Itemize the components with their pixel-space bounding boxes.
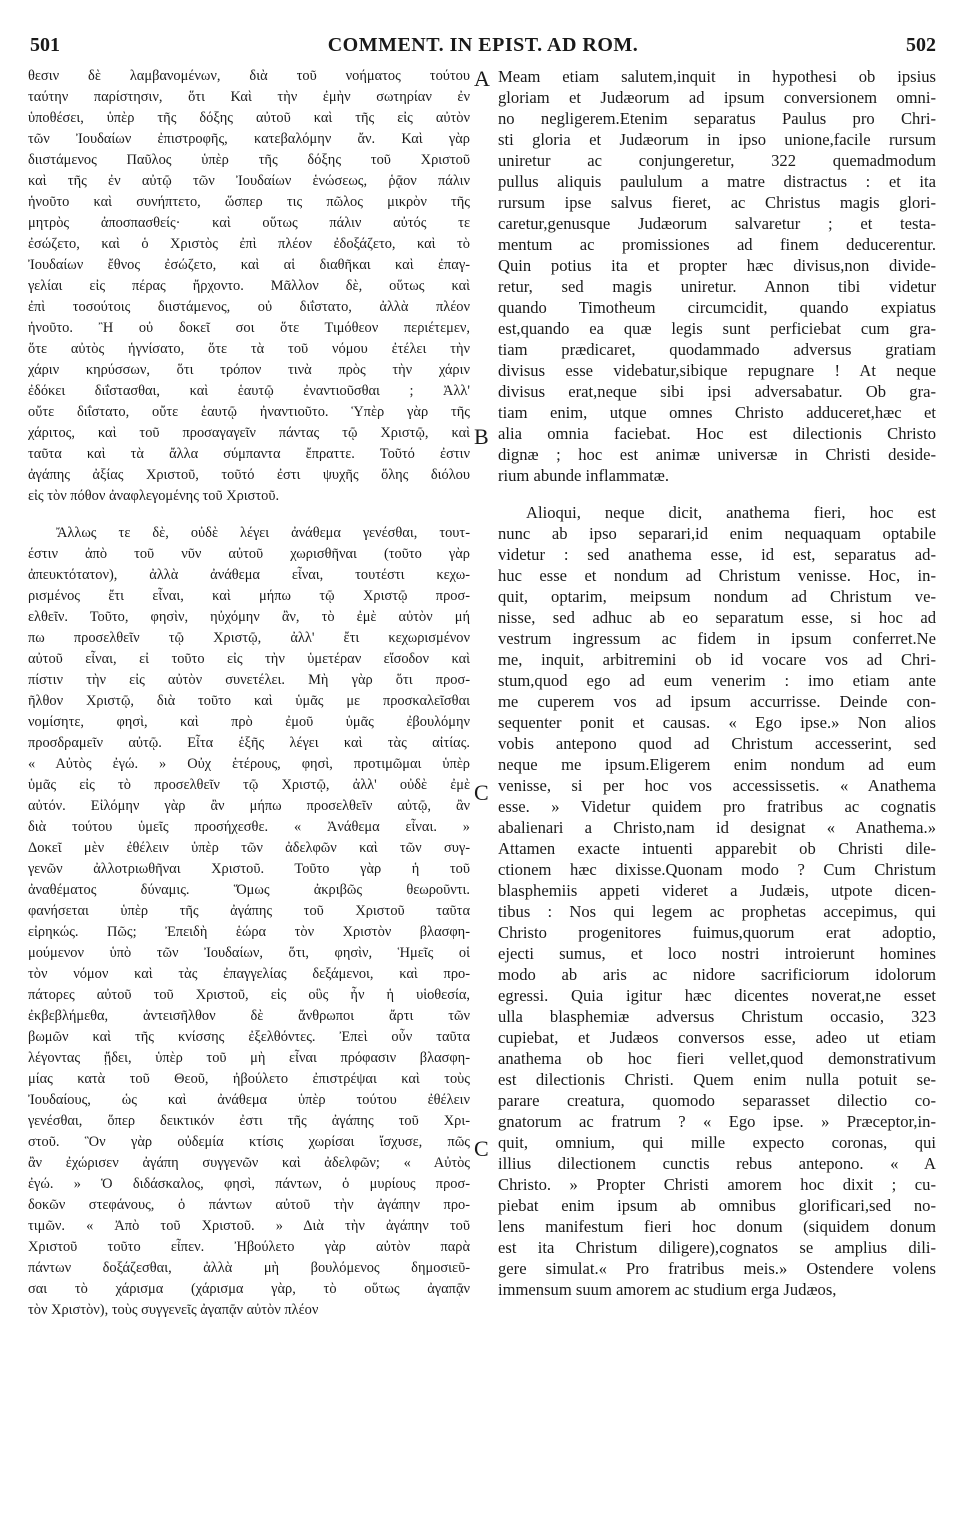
page-number-left: 501 (30, 34, 60, 56)
latin-column (498, 66, 936, 1300)
greek-text-line: δοκῶν στεφάνους, ὁ πάντων αὐτοῦ τὴν ἀγάπην προ- (28, 1197, 470, 1213)
greek-text-line: καὶ τῆς ἐν αὐτῷ τῶν Ἰουδαίων ἑνώσεως, ῥᾷον πάλιν (28, 173, 470, 189)
latin-text-line: no negligerem.Etenim separatus Paulus pro Chri- (498, 109, 936, 128)
greek-text-line: νομίσητε, φησὶ, καὶ πρὸ ἐμοῦ ὑμᾶς ἐβουλόμην (28, 714, 470, 730)
latin-text-line: me, inquit, arbitremini ob id vocare vos ad Chri- (498, 650, 936, 669)
latin-text-line: abalienari a Christo,nam id designat « Anathema.» (498, 818, 936, 837)
latin-text-line: Christo progenitores fuimus,quorum erat adoptio, (498, 923, 936, 942)
latin-text-line: Attamen exacte intuenti apparebit ob Christi dile- (498, 839, 936, 858)
latin-text-line: egressi. Quia igitur hæc dicentes noverat,ne esset (498, 986, 936, 1005)
latin-text-line: esse. » Videtur quidem pro fratribus ac cognatis (498, 797, 936, 816)
latin-text-line: est,quando ea quæ legis sunt perficiebat cum gra- (498, 319, 936, 338)
greek-text-line: ἐγώ. » Ὁ διδάσκαλος, φησὶ, πάντων, ὁ μυρίους προσ- (28, 1176, 470, 1192)
greek-text-line: ὑμᾶς εἰς τὸ προσελθεῖν τῷ Χριστῷ, ἀλλ' οὐδὲ ἐμὲ (28, 777, 470, 793)
greek-text-line: προσδραμεῖν αὐτῷ. Εἶτα ἑξῆς λέγει καὶ τὰς αἰτίας. (28, 735, 470, 751)
latin-text-line: est ita Christum diligere),cognatos se amplius dili- (498, 1238, 936, 1257)
latin-text-line: me cuperem vos ad ipsum accurrisse. Deinde con- (498, 692, 936, 711)
greek-text-line: χάριτος, καὶ τοῦ προσαγαγεῖν πάντας τῷ Χριστῷ, καὶ (28, 425, 470, 441)
latin-text-line: gere simulat.« Pro fratribus meis.» Ostendere volens (498, 1259, 936, 1278)
greek-text-line: τὸν Χριστὸν), τοὺς συγγενεῖς ἀγαπᾷν αὐτὸν πλέον (28, 1302, 319, 1318)
greek-text-line: αὐτόν. Εἰλόμην γὰρ ἂν μήπω προσελθεῖν αὐτῷ, ἂν (28, 798, 470, 814)
page-header (30, 34, 936, 60)
section-marker-c: C (474, 780, 489, 805)
latin-text-line: sequenter ponit et causas. « Ego ipse.» Non alios (498, 713, 936, 732)
running-title: COMMENT. IN EPIST. AD ROM. (327, 34, 639, 56)
latin-text-line: nunc ab ipso separari,id enim nequaquam optabile (498, 524, 936, 543)
latin-text-line: mentum ac promissiones ad finem deducerentur. (498, 235, 936, 254)
latin-text-line: Meam etiam salutem,inquit in hypothesi ob ipsius (498, 67, 936, 86)
greek-text-line: οὔτε διΐστατο, οὔτε ἑαυτῷ ἠναντιοῦτο. Ὑπὲρ γὰρ τῆς (28, 404, 470, 420)
latin-text-line: quando Timotheum circumcidit, quando expiatus (498, 298, 936, 317)
latin-text-line: retur, sed magis uniretur. Annon tibi videtur (498, 277, 936, 296)
section-marker-b: B (474, 424, 489, 449)
latin-text-line: anathema ob hoc fieri vellet,quod demonstrativum (498, 1049, 936, 1068)
latin-text-line: gnatorum ac fratrum ? « Ego ipse. » Præceptor,in- (498, 1112, 936, 1131)
greek-text-line: τιμῶν. « Ἀπὸ τοῦ Χριστοῦ. » Διὰ τὴν ἀγάπην τοῦ (28, 1218, 470, 1234)
greek-text-line: ταῦτα καὶ τὰ ἄλλα σύμπαντα ἔπραττε. Τοῦτό ἐστιν (28, 446, 470, 462)
greek-column (28, 66, 470, 1321)
greek-text-line: διὰ τούτου ὑμεῖς προσήχεσθε. « Ἀνάθεμα εἶναι. » (28, 819, 470, 835)
latin-text-line: ejecti sumus, et loco nostri introierunt homines (498, 944, 936, 963)
latin-text-line: immensum suum amorem ac studium erga Judæos, (498, 1280, 837, 1299)
greek-text-line: πω προσελθεῖν τῷ Χριστῷ, ἀλλ' ἔτι κεχωρισμένον (28, 630, 470, 646)
latin-text-line: lens manifestum fieri hoc donum (siquidem donum (498, 1217, 936, 1236)
greek-text-line: εἰς τὸν πόθον ἀναφλεγομένης τοῦ Χριστοῦ. (28, 488, 280, 504)
latin-text-line: huc esse et nondum ad Christum venisse. Hoc, in- (498, 566, 936, 585)
latin-text-line: sti gloria et Judæorum in ipso unione,facile rursum (498, 130, 936, 149)
greek-text-line: πίστιν τὴν εἰς αὐτὸν συνετέλει. Μὴ γὰρ ὅτι προσ- (28, 672, 470, 688)
latin-text-line: ulla blasphemiæ adversus Christum occasio, 323 (498, 1007, 936, 1026)
greek-text-line: στοῦ. Ὃν γὰρ οὐδεμία κτίσις χωρίσαι ἴσχυσε, πῶς (28, 1134, 470, 1150)
latin-text-line: tiam enim, utque omnes Christo adduceret,hæc et (498, 403, 936, 422)
greek-text-line: βωμῶν καὶ τῆς κνίσσης ἐξελθόντες. Ἐπεὶ οὖν ταῦτα (28, 1029, 470, 1045)
greek-text-line: έστιν ἀπὸ τοῦ νῦν αὐτοῦ χωρισθῆναι (τοῦτο γὰρ (28, 546, 470, 562)
greek-text-line: Ἰουδαίων ἔθνος ἐσώζετο, καὶ αἱ διαθῆκαι καὶ ἐπαγ- (28, 257, 470, 273)
greek-text-line: τῶν Ἰουδαίων ἐπιστροφῆς, κατεβαλόμην ἄν. Καὶ γὰρ (28, 131, 470, 147)
greek-text-line: « Αὐτὸς ἐγώ. » Οὐχ ἑτέρους, φησὶ, προτιμῶμαι ὑπὲρ (28, 756, 470, 772)
greek-text-line: φανήσεται ὑπὲρ τῆς ἀγάπης τοῦ Χριστοῦ ταῦτα (28, 903, 470, 919)
greek-text-line: μητρὸς ἀποσπασθείς· καὶ οὕτως πάλιν αὐτός τε (28, 215, 470, 231)
latin-text-line: stum,quod ego ad eum venerim : imo etiam ante (498, 671, 936, 690)
greek-text-line: Χριστοῦ τοῦτο εἶπεν. Ἠβούλετο γὰρ αὐτὸν παρὰ (28, 1239, 470, 1255)
latin-text-line: rursum ipse salvus fieret, ac Christus magis glori- (498, 193, 936, 212)
greek-text-line: ἀπευκτότατον), ἀλλὰ ἀνάθεμα εἶναι, τουτέστι κεχω- (28, 567, 470, 583)
latin-text-line: tiam prædicaret, quodammado adversus gratiam (498, 340, 936, 359)
greek-text-line: ρισμένος ἔτι εἶναι, καὶ μήπω τῷ Χριστῷ προσ- (28, 588, 470, 604)
latin-text-line: ctionem hæc dixisse.Quonam modo ? Cum Christum (498, 860, 936, 879)
latin-text-line: piebat enim ipsum ab omnibus glorificari,sed no- (498, 1196, 936, 1215)
latin-text-line: alia omnia faciebat. Hoc est dilectionis Christo (498, 424, 936, 443)
greek-text-line: γελίαι εἰς πέρας ἤρχοντο. Μᾶλλον δὲ, οὕτως καὶ (28, 278, 470, 294)
greek-text-line: λέγοντας ᾔδει, ὑπὲρ τοῦ μὴ εἶναι πρόφασιν βλασφη- (28, 1050, 470, 1066)
greek-text-line: ἀναθέματος δύναμις. Ὅμως ἀκριβῶς θεωροῦντι. (28, 882, 470, 898)
greek-text-line: γενέσθαι, ὅπερ δεικτικόν ἐστι τῆς ἀγάπης τοῦ Χρι- (28, 1113, 470, 1129)
greek-text-line: θεσιν δὲ λαμβανομένων, διὰ τοῦ νοήματος τούτου (28, 68, 470, 84)
section-marker-c-second: C (474, 1136, 489, 1161)
latin-text-line: vestrum ingressum ac fidem in ipsum conferret.Ne (498, 629, 936, 648)
latin-text-line: gloriam et Judæorum ad ipsum conversionem omni- (498, 88, 936, 107)
latin-text-line: quit, omnium, qui mille expecto coronas, qui (498, 1133, 936, 1152)
greek-text-line: μούμενον ὑπὸ τῶν Ἰουδαίων, ὅτι, φησὶν, Ἡμεῖς οἱ (28, 945, 470, 961)
latin-text-paragraph-gap (498, 486, 936, 502)
greek-text-line: πάντων δοξάζεσθαι, ἀλλὰ μὴ βουλόμενος δημοσιεῦ- (28, 1260, 470, 1276)
greek-text-line: Ἄλλως τε δὲ, οὐδὲ λέγει ἀνάθεμα γενέσθαι, τουτ- (56, 525, 470, 541)
greek-text-line: χάριν κηρύσσων, ὅτι τρόπον τινὰ πρὸς τὴν χάριν (28, 362, 470, 378)
greek-text-line: ἐσώζετο, καὶ ὁ Χριστὸς ἐπὶ πλέον ἐδοξάζετο, καὶ τὸ (28, 236, 470, 252)
greek-text-line: ὅτε αὐτὸς ἡγνίσατο, ὅτε τὰ τοῦ νόμου ἐτέλει τὴν (28, 341, 470, 357)
greek-text-line: Ἰουδαίους, ὡς καὶ ἀνάθεμα ὑπὲρ τούτου ἐθέλειν (28, 1092, 470, 1108)
latin-text-line: quit, optarim, meipsum nondum ad Christum ve- (498, 587, 936, 606)
greek-text-paragraph-gap (28, 507, 470, 523)
latin-text-line: divisus esse videbatur,sibique repugnare ! At neque (498, 361, 936, 380)
latin-text-line: caretur,genusque Judæorum salvaretur ; et testa- (498, 214, 936, 233)
page-number-right: 502 (906, 34, 936, 56)
greek-text-line: σαι τὸ χάρισμα (χάρισμα γὰρ, τὸ οὕτως ἀγαπᾷν (28, 1281, 470, 1297)
latin-text-line: tibus : Nos qui legem ac prophetas accepimus, qui (498, 902, 936, 921)
greek-text-line: αὐτοῦ εἶναι, εἰ τοῦτο εἰς τὴν ὑμετέραν εἴσοδον καὶ (28, 651, 470, 667)
greek-text-line: ελθεῖν. Τοῦτο, φησὶν, ηὐχόμην ἂν, τὸ ἐμὲ αὐτὸν μή (28, 609, 470, 625)
greek-text-line: γενῶν ἀλλοτριωθῆναι Χριστοῦ. Τοῦτο γὰρ ἡ τοῦ (28, 861, 470, 877)
latin-text-line: blasphemiis appeti videret a Judæis, utpote dicen- (498, 881, 936, 900)
latin-text-line: modo ab aris ac nidore sacrificiorum idolorum (498, 965, 936, 984)
greek-text-line: ἡνοῦτο. Ἢ οὐ δοκεῖ σοι ὅτε Τιμόθεον περιέτεμεν, (28, 320, 470, 336)
greek-text-line: ἂν ἐχώρισεν ἀγάπη συγγενῶν καὶ ἀδελφῶν; « Αὐτὸς (28, 1155, 470, 1171)
greek-text-line: ἐκβεβλήμεθα, ἀντεισῆλθον δὲ ἄνθρωποι ἄρτι τῶν (28, 1008, 470, 1024)
latin-text-line: dignæ ; hoc est animæ universæ in Christi deside- (498, 445, 936, 464)
latin-text-line: pullus aliquis paululum a matre distractus : et ita (498, 172, 936, 191)
greek-text-line: μίας κατὰ τοῦ Θεοῦ, ἠβούλετο ἐπιστρέψαι καὶ τοὺς (28, 1071, 470, 1087)
greek-text-line: ταύτην παρίστησιν, ὅτι Καὶ τὴν ἐμὴν σωτηρίαν ἐν (28, 89, 470, 105)
greek-text-line: Δοκεῖ μὲν ἐθέλειν ὑπὲρ τῶν ἀδελφῶν καὶ τῶν συγ- (28, 840, 470, 856)
latin-text-line: venisse, si per hoc vos accessissetis. « Anathema (498, 776, 936, 795)
greek-text-line: ἐπὶ τοσούτοις διιστάμενος, οὐ διΐστατο, ἀλλὰ πλέον (28, 299, 470, 315)
section-marker-a: A (474, 66, 490, 91)
greek-text-line: ὑποθέσει, ὑπὲρ τῆς δόξης αὐτοῦ καὶ τῆς εἰς αὐτὸν (28, 110, 470, 126)
latin-text-line: videtur : sed anathema esse, id est, separatus ad- (498, 545, 936, 564)
latin-text-line: parare creatura, quomodo separasset dilectio co- (498, 1091, 936, 1110)
latin-text-line: Christo. » Propter Christi amorem hoc dixit ; cu- (498, 1175, 936, 1194)
latin-text-line: nisse, sed adhuc ab eo separatum esse, si hoc ad (498, 608, 936, 627)
greek-text-line: πάτορες αὐτοῦ τοῦ Χριστοῦ, εἰς οὓς ἦν ἡ υἱοθεσία, (28, 987, 470, 1003)
greek-text-line: ἀγάπης ἀξίας Χριστοῦ, τοῦτό ἐστι ψυχῆς ὅλης διόλου (28, 467, 470, 483)
latin-text-line: neque me ipsum.Eligerem enim nondum ad eum (498, 755, 936, 774)
latin-text-line: divisus erat,neque sibi ipsi adversabatur. Ob gra- (498, 382, 936, 401)
greek-text-line: τὸν νόμον καὶ τὰς ἐπαγγελίας δεξάμενοι, καὶ προ- (28, 966, 470, 982)
greek-text-line: εἰρηκώς. Πῶς; Ἐπειδὴ ἑώρα τὸν Χριστὸν βλασφη- (28, 924, 470, 940)
latin-text-line: Alioqui, neque dicit, anathema fieri, hoc est (526, 503, 936, 522)
latin-text-line: rium abunde inflammatæ. (498, 466, 669, 485)
latin-text-line: Quin potius ita et propter hæc divisus,non divide- (498, 256, 936, 275)
greek-text-line: ἡνοῦτο καὶ συνήπτετο, ὥσπερ τις πῶλος μικρὸν τῆς (28, 194, 470, 210)
greek-text-line: ῆλθον Χριστῷ, διὰ τοῦτο καὶ ὑμᾶς με προσκαλεῖσθαι (28, 693, 470, 709)
latin-text-line: cupiebat, et Judæos conversos esse, adeo ut etiam (498, 1028, 936, 1047)
greek-text-line: διιστάμενος Παῦλος ὑπὲρ τῆς δόξης τοῦ Χριστοῦ (28, 152, 470, 168)
latin-text-line: illius dilectionem cunctis rebus antepono. « A (498, 1154, 936, 1173)
greek-text-line: ἐδόκει διΐστασθαι, καὶ ἑαυτῷ ἐναντιοῦσθαι ; Ἀλλ' (28, 383, 470, 399)
latin-text-line: uniretur ac conjungeretur, 322 quemadmodum (498, 151, 936, 170)
latin-text-line: vobis antepono quod ad Christum accesserint, sed (498, 734, 936, 753)
latin-text-line: est dilectionis Christi. Quem enim nulla potuit se- (498, 1070, 936, 1089)
